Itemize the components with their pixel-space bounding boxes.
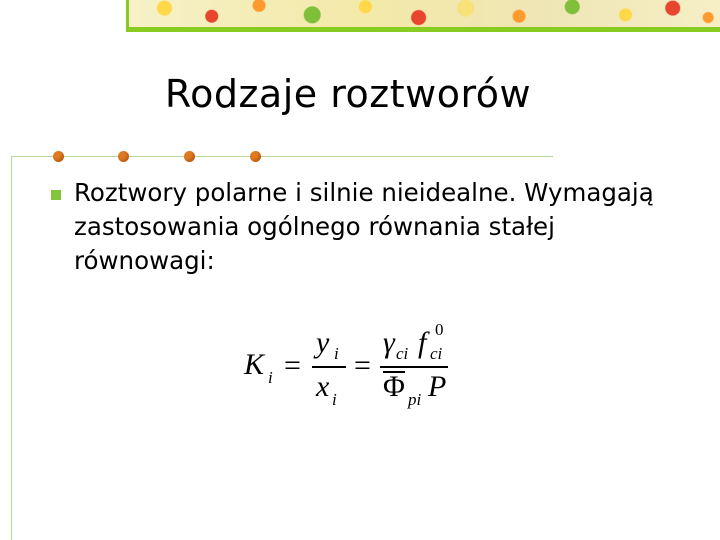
formula-equals-1: = <box>284 349 301 382</box>
formula-phi: Φ <box>383 370 405 403</box>
bullet-square-icon <box>51 190 61 200</box>
formula-p: P <box>428 370 447 403</box>
formula-y-subscript: i <box>334 344 339 363</box>
formula-equals-2: = <box>354 349 371 382</box>
formula-k-subscript: i <box>268 368 273 387</box>
formula-x-subscript: i <box>332 390 337 409</box>
decorative-dot-3 <box>184 151 195 162</box>
formula-k: K <box>244 348 265 381</box>
formula-f: f <box>418 326 427 359</box>
horizontal-rule <box>11 156 553 157</box>
decorative-flower-banner <box>126 0 720 32</box>
formula-gamma-subscript: ci <box>396 344 409 363</box>
formula-phi-subscript: pi <box>408 390 422 409</box>
formula-f-subscript: ci <box>430 344 443 363</box>
decorative-dot-2 <box>118 151 129 162</box>
decorative-dot-4 <box>250 151 261 162</box>
fraction-bar-1 <box>312 366 346 368</box>
bullet-text: Roztwory polarne i silnie nieidealne. Wymagają zastosowania ogólnego równania stałej równowagi: <box>74 178 654 275</box>
formula-gamma: γ <box>383 326 395 359</box>
formula-f-superscript: 0 <box>435 320 444 339</box>
fraction-bar-2 <box>380 366 448 368</box>
decorative-dot-1 <box>53 151 64 162</box>
formula-x: x <box>316 370 330 403</box>
formula-y: y <box>316 326 330 359</box>
slide-title: Rodzaje roztworów <box>164 72 532 116</box>
vertical-rule <box>11 156 12 540</box>
